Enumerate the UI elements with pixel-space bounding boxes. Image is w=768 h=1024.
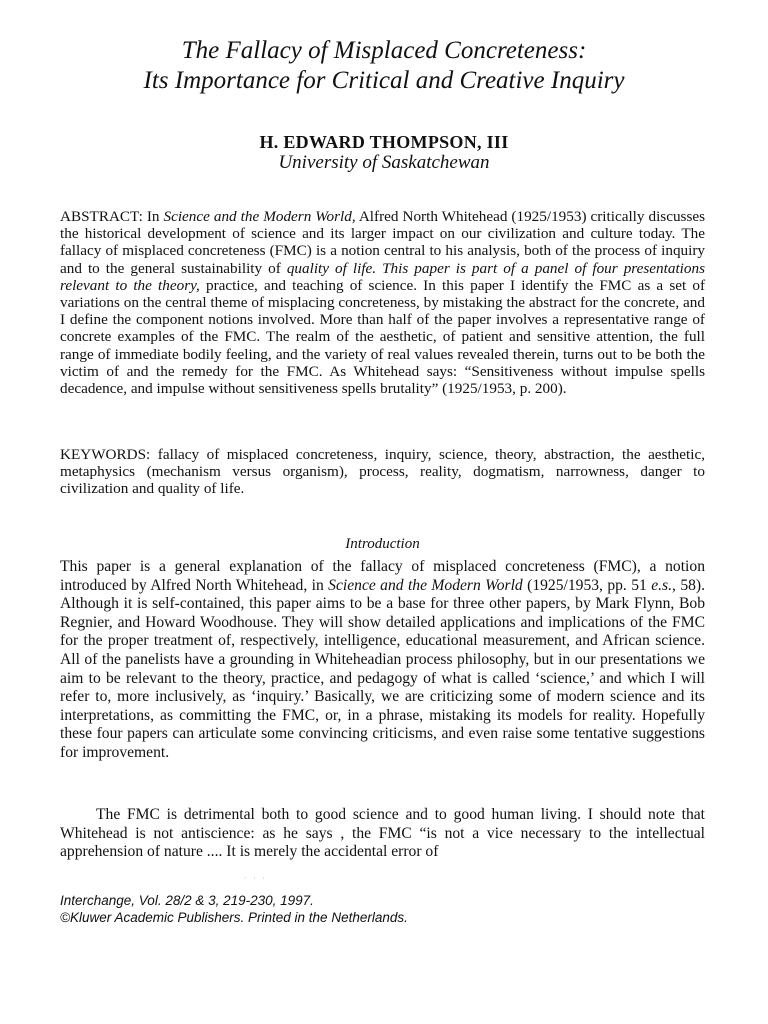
footer-copyright: ©Kluwer Academic Publishers. Printed in the Netherlands. [60,910,408,925]
abstract [60,208,705,397]
abstract-text-1: , Alfred North Whitehead (1925/1953) critically discusses the historical development of science and its larger impact on our civilization and culture today. The fallacy of misplaced concreteness (FMC) is a notion central to his analysis, both of the process of inquiry and to the general sustainability of [60,208,706,277]
abstract-text-2: practice, and teaching of science. In this paper I identify the FMC as a set of variations on the central theme of misplacing concreteness, by mistaking the abstract for the concrete, and I define the component notions involved. More than half of the paper involves a representative range of concrete examples of the FMC. The realm of the aesthetic, of patient and sensitive attention, the full range of immediate bodily feeling, and the variety of real values revealed therein, turns out to be both the victim of and the remedy for the FMC. As Whitehead says: “Sensitiveness without impulse spells decadence, and impulse without sensitiveness spells brutality” (1925/1953, p. 200). [60,276,706,398]
intro-p1-a: This paper is a general explanation of the fallacy of misplaced concreteness (FMC), a notion introduced by Alfred North Whitehead, in [60,558,705,594]
abstract-lead-in: In [146,208,160,225]
intro-p1-es: e.s. [651,576,673,594]
intro-p1-b: (1925/1953, pp. 51 [527,576,647,594]
introduction-paragraph-2: The FMC is detrimental both to good science and to good human living. I should note that Whitehead is not antiscience: as he says , the FMC “is not a vice necessary to the intellectual apprehension of nature .... It is merely the accidental error of [60,806,705,861]
introduction-paragraph-1 [60,558,705,763]
footer [60,892,705,926]
introduction-heading: Introduction [345,536,420,552]
intro-p1-book-title: Science and the Modern World [328,576,523,594]
footer-citation: Interchange, Vol. 28/2 & 3, 219-230, 1997. [60,893,314,908]
author-affiliation: University of Saskatchewan [278,152,490,173]
keywords-text: fallacy of misplaced concreteness, inquiry, science, theory, abstraction, the aesthetic, metaphysics (mechanism versus organism), process, reality, dogmatism, narrowness, danger to civilization and quality of life. [60,446,705,498]
abstract-italic-part: quality of life. This paper is part of a panel of four presentations relevant to the theory, [60,259,705,294]
title-line-1: The Fallacy of Misplaced Concreteness: [181,37,587,64]
abstract-label: ABSTRACT: [60,208,143,225]
keywords-label: KEYWORDS: [60,446,151,463]
author-name: H. EDWARD THOMPSON, III [259,132,509,152]
keywords [60,446,705,498]
paper-title [60,36,708,96]
abstract-book-title: Science and the Modern World [163,208,352,225]
intro-p1-c: , 58). Although it is self-contained, this paper aims to be a base for three other papers, by Mark Flynn, Bob Regnier, and Howard Woodhouse. They will show detailed applications and implications of the FMC for the proper treatment of, respectively, intelligence, educational measurement, and African science. All of the panelists have a grounding in Whiteheadian process philosophy, but in our presentations we aim to be relevant to the theory, practice, and pedagogy of what is called ‘science,’ and which I will refer to, more inclusively, as ‘inquiry.’ Basically, we are criticizing some of modern science and its interpretations, as committing the FMC, or, in a phrase, mistaking its models for reality. Hopefully these four papers can articulate some convincing criticisms, and even raise some tentative suggestions for improvement. [60,576,706,761]
scan-smudge: · · · [244,874,267,883]
title-line-2: Its Importance for Critical and Creative Inquiry [143,67,625,94]
